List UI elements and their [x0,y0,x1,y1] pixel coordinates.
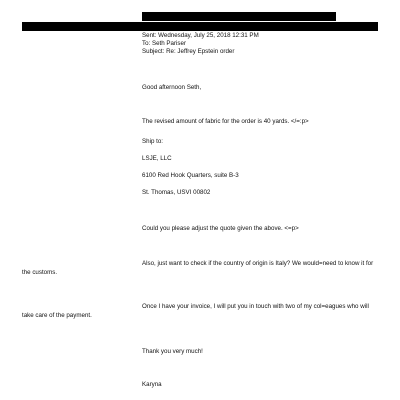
subject-line: Subject: Re: Jeffrey Epstein order [142,48,235,55]
signature: Karyna [142,381,162,388]
address-line: LSJE, LLC [142,155,172,162]
origin-question: Also, just want to check if the country of origin is Italy? We would=need to know it for the customs. [22,260,374,276]
to-line: To: Seth Pariser [142,40,187,47]
greeting: Good afternoon Seth, [142,84,202,91]
invoice-note: Once I have your invoice, I will put you in touch with two of my col=eagues who will take care of the payment. [22,303,369,319]
thanks: Thank you very much! [142,348,203,355]
address-line: St. Thomas, USVI 00802 [142,189,211,196]
revised-amount: The revised amount of fabric for the order is 40 yards. </=:p> [142,118,309,125]
quote-request: Could you please adjust the quote given the above. <=p> [142,225,299,232]
redaction-bar [142,12,336,21]
sent-line: Sent: Wednesday, July 25, 2018 12:31 PM [142,32,259,39]
ship-to-label: Ship to: [142,138,163,145]
redaction-bar [22,22,378,31]
address-line: 6100 Red Hook Quarters, suite B-3 [142,172,239,179]
